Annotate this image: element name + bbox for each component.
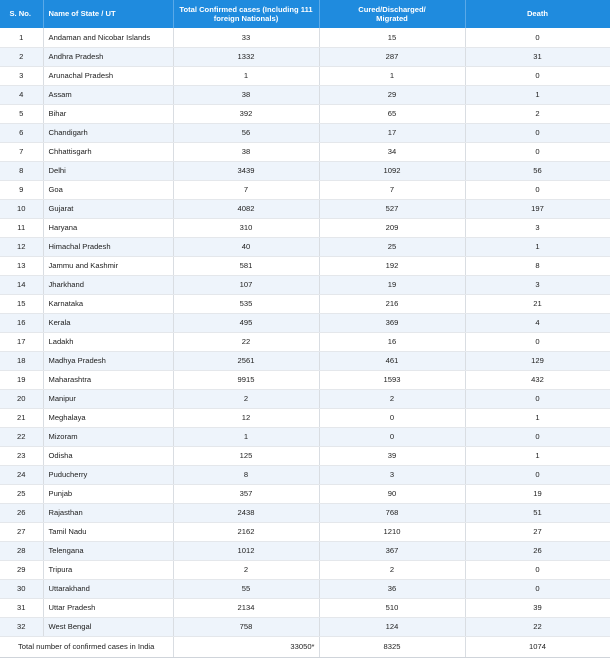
row-state: West Bengal [43, 617, 173, 636]
row-cured: 3 [319, 465, 465, 484]
row-confirmed: 12 [173, 408, 319, 427]
row-confirmed: 357 [173, 484, 319, 503]
row-cured: 34 [319, 142, 465, 161]
row-confirmed: 2438 [173, 503, 319, 522]
table-row [0, 598, 610, 617]
row-state: Arunachal Pradesh [43, 66, 173, 85]
table-row [0, 370, 610, 389]
row-death: 22 [465, 617, 610, 636]
row-confirmed: 1 [173, 427, 319, 446]
total-confirmed: 33050* [173, 636, 319, 657]
row-sno: 23 [0, 446, 43, 465]
row-cured: 0 [319, 427, 465, 446]
header-cured [319, 0, 465, 28]
row-cured: 7 [319, 180, 465, 199]
table-row [0, 85, 610, 104]
row-sno: 22 [0, 427, 43, 446]
table-row [0, 522, 610, 541]
table-row [0, 389, 610, 408]
row-confirmed: 2134 [173, 598, 319, 617]
row-death: 27 [465, 522, 610, 541]
row-sno: 6 [0, 123, 43, 142]
row-death: 197 [465, 199, 610, 218]
header-confirmed [173, 0, 319, 28]
row-cured: 15 [319, 28, 465, 47]
table-row [0, 503, 610, 522]
row-cured: 367 [319, 541, 465, 560]
header-sno: S. No. [0, 0, 43, 28]
row-state: Manipur [43, 389, 173, 408]
row-death: 39 [465, 598, 610, 617]
table-body [0, 28, 610, 636]
row-confirmed: 107 [173, 275, 319, 294]
row-cured: 17 [319, 123, 465, 142]
row-cured: 124 [319, 617, 465, 636]
row-death: 1 [465, 237, 610, 256]
row-death: 4 [465, 313, 610, 332]
row-death: 0 [465, 389, 610, 408]
row-cured: 1 [319, 66, 465, 85]
row-death: 0 [465, 142, 610, 161]
total-death: 1074 [465, 636, 610, 657]
row-cured: 216 [319, 294, 465, 313]
row-sno: 28 [0, 541, 43, 560]
table-row [0, 541, 610, 560]
row-confirmed: 55 [173, 579, 319, 598]
row-cured: 510 [319, 598, 465, 617]
row-sno: 32 [0, 617, 43, 636]
row-state: Rajasthan [43, 503, 173, 522]
table-row [0, 332, 610, 351]
row-cured: 0 [319, 408, 465, 427]
row-confirmed: 1332 [173, 47, 319, 66]
row-sno: 4 [0, 85, 43, 104]
row-confirmed: 7 [173, 180, 319, 199]
row-death: 56 [465, 161, 610, 180]
row-sno: 12 [0, 237, 43, 256]
row-sno: 16 [0, 313, 43, 332]
row-sno: 3 [0, 66, 43, 85]
row-cured: 192 [319, 256, 465, 275]
row-sno: 27 [0, 522, 43, 541]
table-row [0, 351, 610, 370]
table-row [0, 104, 610, 123]
table-row [0, 66, 610, 85]
row-state: Karnataka [43, 294, 173, 313]
row-sno: 20 [0, 389, 43, 408]
row-sno: 10 [0, 199, 43, 218]
row-death: 0 [465, 560, 610, 579]
row-state: Telengana [43, 541, 173, 560]
row-death: 2 [465, 104, 610, 123]
row-sno: 5 [0, 104, 43, 123]
row-death: 0 [465, 123, 610, 142]
row-death: 1 [465, 446, 610, 465]
total-label: Total number of confirmed cases in India [0, 636, 173, 657]
row-confirmed: 310 [173, 218, 319, 237]
row-death: 0 [465, 465, 610, 484]
total-row [0, 636, 610, 657]
row-sno: 19 [0, 370, 43, 389]
header-cured-line1: Cured/Discharged/ [358, 4, 426, 14]
row-sno: 8 [0, 161, 43, 180]
table-header-row [0, 0, 610, 28]
row-cured: 29 [319, 85, 465, 104]
table-row [0, 560, 610, 579]
row-confirmed: 9915 [173, 370, 319, 389]
header-confirmed-line2: foreign Nationals) [213, 14, 279, 23]
row-confirmed: 2162 [173, 522, 319, 541]
row-state: Madhya Pradesh [43, 351, 173, 370]
row-confirmed: 758 [173, 617, 319, 636]
row-state: Puducherry [43, 465, 173, 484]
row-sno: 25 [0, 484, 43, 503]
row-state: Kerala [43, 313, 173, 332]
table-row [0, 484, 610, 503]
row-sno: 9 [0, 180, 43, 199]
row-death: 1 [465, 85, 610, 104]
row-cured: 369 [319, 313, 465, 332]
row-confirmed: 38 [173, 85, 319, 104]
row-death: 31 [465, 47, 610, 66]
row-cured: 19 [319, 275, 465, 294]
row-sno: 7 [0, 142, 43, 161]
table-row [0, 465, 610, 484]
row-sno: 29 [0, 560, 43, 579]
row-confirmed: 2 [173, 389, 319, 408]
row-sno: 1 [0, 28, 43, 47]
row-state: Punjab [43, 484, 173, 503]
row-state: Haryana [43, 218, 173, 237]
row-state: Uttar Pradesh [43, 598, 173, 617]
row-confirmed: 22 [173, 332, 319, 351]
row-death: 1 [465, 408, 610, 427]
row-confirmed: 581 [173, 256, 319, 275]
row-state: Bihar [43, 104, 173, 123]
row-confirmed: 40 [173, 237, 319, 256]
table-row [0, 427, 610, 446]
row-death: 26 [465, 541, 610, 560]
row-state: Chandigarh [43, 123, 173, 142]
row-death: 0 [465, 66, 610, 85]
table-row [0, 256, 610, 275]
table-row [0, 294, 610, 313]
row-sno: 13 [0, 256, 43, 275]
row-death: 51 [465, 503, 610, 522]
row-state: Delhi [43, 161, 173, 180]
row-confirmed: 38 [173, 142, 319, 161]
row-state: Goa [43, 180, 173, 199]
row-sno: 24 [0, 465, 43, 484]
row-confirmed: 495 [173, 313, 319, 332]
row-cured: 1092 [319, 161, 465, 180]
table-row [0, 28, 610, 47]
table-row [0, 180, 610, 199]
row-sno: 26 [0, 503, 43, 522]
row-state: Chhattisgarh [43, 142, 173, 161]
row-state: Mizoram [43, 427, 173, 446]
row-state: Jammu and Kashmir [43, 256, 173, 275]
row-state: Andaman and Nicobar Islands [43, 28, 173, 47]
header-state: Name of State / UT [43, 0, 173, 28]
table-row [0, 237, 610, 256]
row-death: 21 [465, 294, 610, 313]
row-cured: 2 [319, 389, 465, 408]
row-death: 0 [465, 579, 610, 598]
row-cured: 36 [319, 579, 465, 598]
row-cured: 209 [319, 218, 465, 237]
table-row [0, 579, 610, 598]
table-row [0, 161, 610, 180]
row-death: 432 [465, 370, 610, 389]
row-cured: 527 [319, 199, 465, 218]
row-state: Meghalaya [43, 408, 173, 427]
total-cured: 8325 [319, 636, 465, 657]
table-row [0, 446, 610, 465]
row-state: Maharashtra [43, 370, 173, 389]
row-state: Tamil Nadu [43, 522, 173, 541]
row-death: 0 [465, 180, 610, 199]
row-state: Himachal Pradesh [43, 237, 173, 256]
row-sno: 15 [0, 294, 43, 313]
row-cured: 1210 [319, 522, 465, 541]
row-sno: 30 [0, 579, 43, 598]
table-row [0, 275, 610, 294]
row-sno: 18 [0, 351, 43, 370]
row-cured: 1593 [319, 370, 465, 389]
row-death: 129 [465, 351, 610, 370]
row-state: Jharkhand [43, 275, 173, 294]
row-state: Andhra Pradesh [43, 47, 173, 66]
row-death: 0 [465, 427, 610, 446]
row-cured: 65 [319, 104, 465, 123]
row-sno: 17 [0, 332, 43, 351]
row-cured: 90 [319, 484, 465, 503]
row-death: 19 [465, 484, 610, 503]
row-confirmed: 8 [173, 465, 319, 484]
row-confirmed: 535 [173, 294, 319, 313]
table-row [0, 313, 610, 332]
row-confirmed: 2561 [173, 351, 319, 370]
row-state: Uttarakhand [43, 579, 173, 598]
row-cured: 461 [319, 351, 465, 370]
row-confirmed: 33 [173, 28, 319, 47]
row-sno: 14 [0, 275, 43, 294]
row-state: Odisha [43, 446, 173, 465]
row-death: 3 [465, 275, 610, 294]
row-cured: 2 [319, 560, 465, 579]
header-cured-line2: Migrated [376, 14, 408, 23]
row-cured: 39 [319, 446, 465, 465]
row-death: 3 [465, 218, 610, 237]
row-confirmed: 4082 [173, 199, 319, 218]
row-state: Gujarat [43, 199, 173, 218]
table-row [0, 218, 610, 237]
row-sno: 21 [0, 408, 43, 427]
row-sno: 2 [0, 47, 43, 66]
table-row [0, 123, 610, 142]
table-row [0, 408, 610, 427]
row-confirmed: 56 [173, 123, 319, 142]
row-sno: 11 [0, 218, 43, 237]
table-row [0, 142, 610, 161]
row-sno: 31 [0, 598, 43, 617]
row-death: 8 [465, 256, 610, 275]
row-cured: 25 [319, 237, 465, 256]
row-state: Tripura [43, 560, 173, 579]
table-row [0, 199, 610, 218]
row-cured: 768 [319, 503, 465, 522]
row-confirmed: 2 [173, 560, 319, 579]
header-confirmed-line1: Total Confirmed cases (Including 111 [179, 4, 313, 14]
row-cured: 16 [319, 332, 465, 351]
row-cured: 287 [319, 47, 465, 66]
table-row [0, 617, 610, 636]
row-state: Assam [43, 85, 173, 104]
row-confirmed: 3439 [173, 161, 319, 180]
row-confirmed: 392 [173, 104, 319, 123]
row-confirmed: 1 [173, 66, 319, 85]
row-death: 0 [465, 28, 610, 47]
row-confirmed: 125 [173, 446, 319, 465]
row-confirmed: 1012 [173, 541, 319, 560]
row-death: 0 [465, 332, 610, 351]
table-row [0, 47, 610, 66]
row-state: Ladakh [43, 332, 173, 351]
header-death: Death [465, 0, 610, 28]
